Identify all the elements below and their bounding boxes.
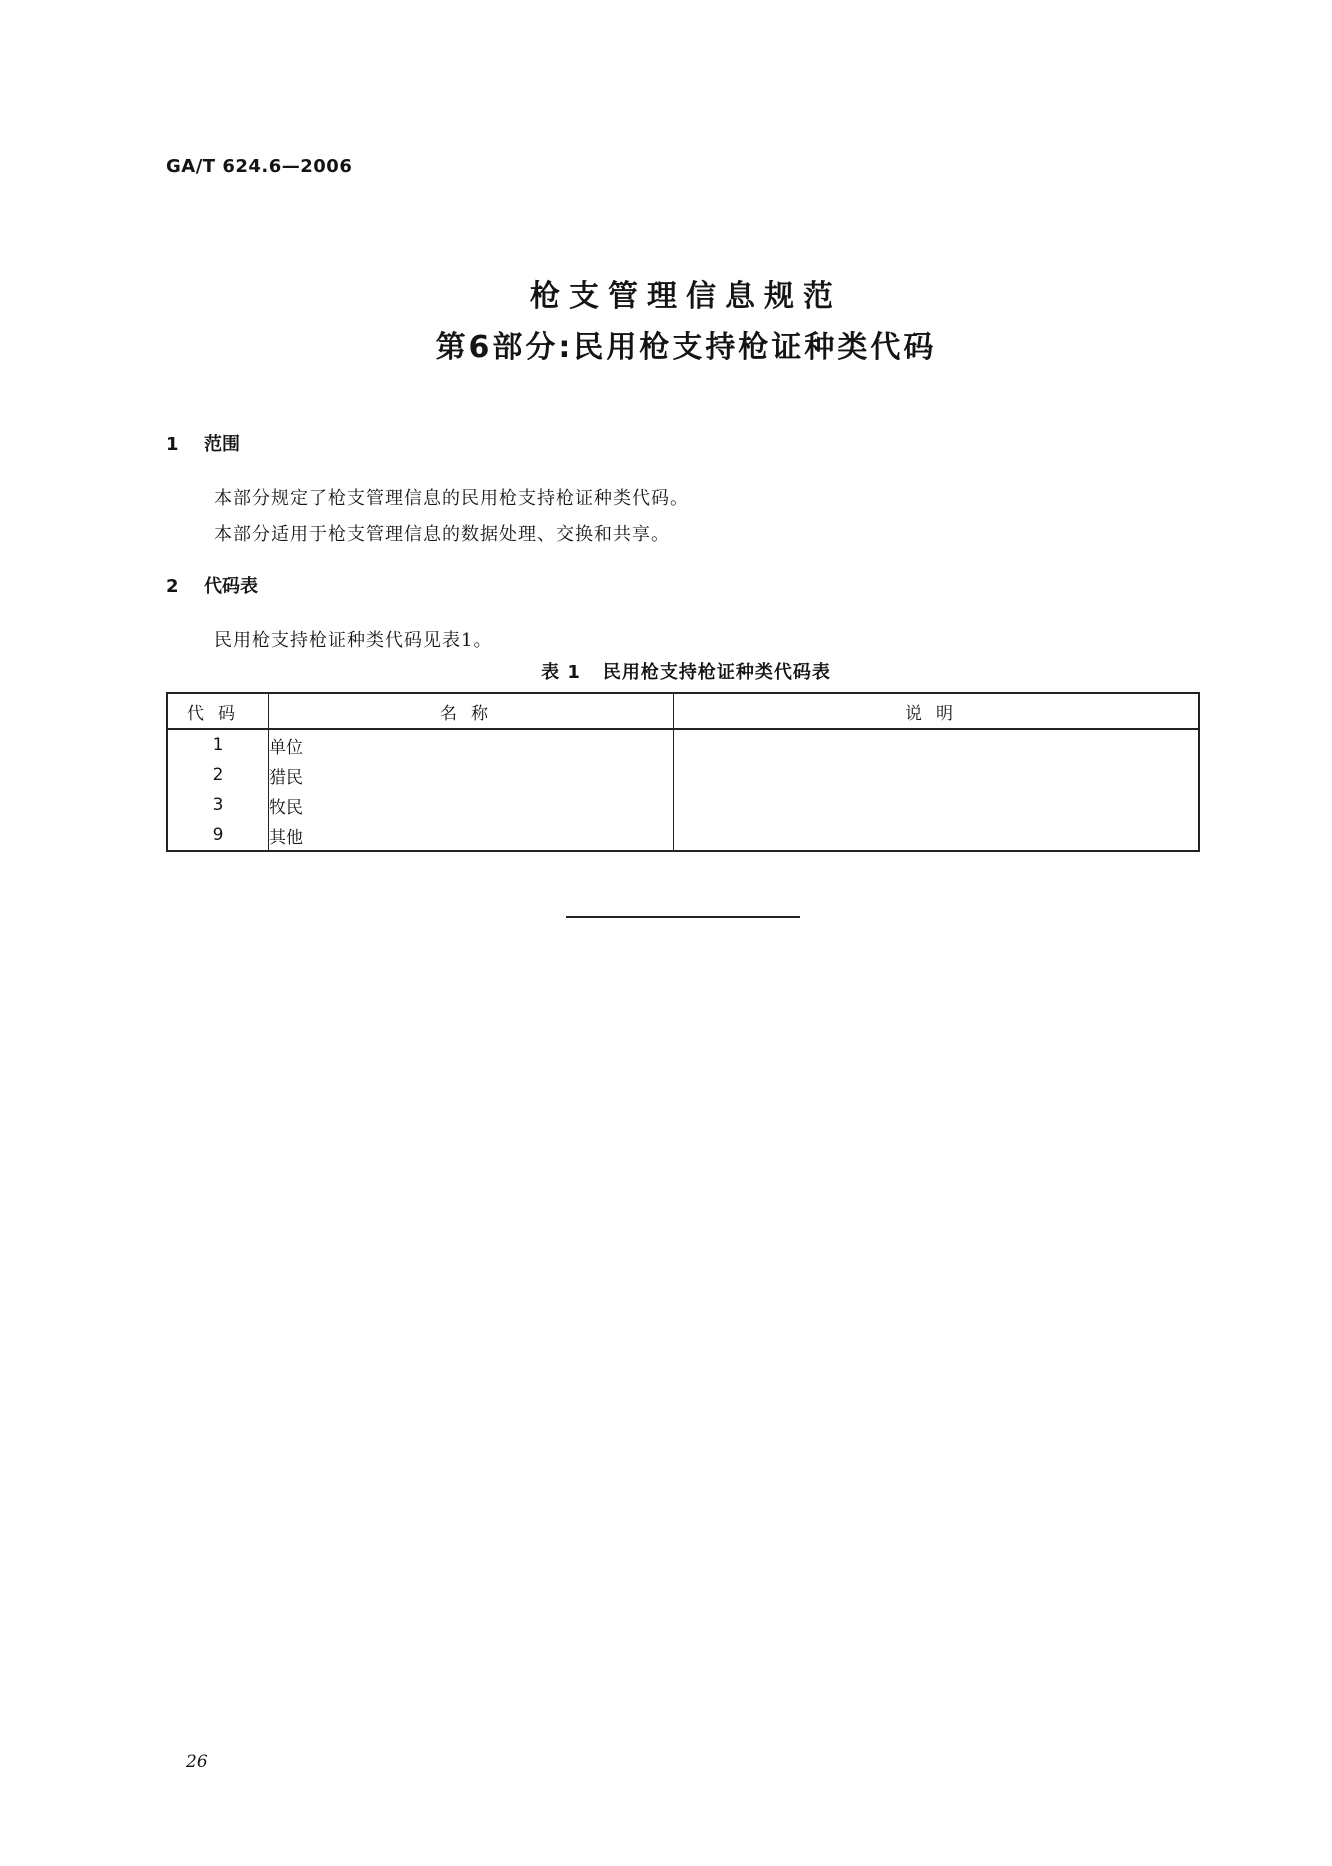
page-number: 26 — [186, 1752, 208, 1772]
table-row — [167, 790, 1199, 820]
cell-name: 牧民 — [269, 790, 674, 820]
cell-name: 其他 — [269, 820, 674, 851]
cell-note — [674, 790, 1200, 820]
cell-note — [674, 760, 1200, 790]
cell-name: 单位 — [269, 729, 674, 760]
cell-note — [674, 820, 1200, 851]
cell-code: 3 — [167, 790, 269, 820]
paragraph: 本部分规定了枪支管理信息的民用枪支持枪证种类代码。 — [214, 488, 689, 509]
section-number: 2 — [166, 576, 179, 597]
document-title: 枪支管理信息规范 — [530, 279, 842, 314]
section-heading-code-table — [166, 572, 258, 598]
header-note: 说明 — [674, 693, 1200, 729]
table-header-row — [167, 693, 1199, 729]
cell-code: 9 — [167, 820, 269, 851]
table-row — [167, 760, 1199, 790]
code-table — [166, 692, 1200, 852]
table-caption — [0, 658, 1332, 684]
paragraph: 本部分适用于枪支管理信息的数据处理、交换和共享。 — [214, 524, 670, 545]
table-caption-number: 表 1 — [541, 662, 581, 683]
header-name: 名称 — [269, 693, 674, 729]
table-row — [167, 820, 1199, 851]
section-title: 范围 — [204, 434, 240, 455]
standard-code: GA/T 624.6—2006 — [166, 156, 353, 177]
header-code: 代码 — [167, 693, 269, 729]
table-caption-title: 民用枪支持枪证种类代码表 — [602, 662, 831, 683]
section-title: 代码表 — [204, 576, 258, 597]
section-heading-scope — [166, 430, 240, 456]
cell-code: 2 — [167, 760, 269, 790]
end-of-document-rule — [566, 916, 800, 918]
paragraph: 民用枪支持枪证种类代码见表1。 — [214, 630, 493, 651]
cell-note — [674, 729, 1200, 760]
cell-name: 猎民 — [269, 760, 674, 790]
table-row — [167, 729, 1199, 760]
cell-code: 1 — [167, 729, 269, 760]
document-subtitle: 第6部分:民用枪支持枪证种类代码 — [435, 330, 937, 365]
section-number: 1 — [166, 434, 179, 455]
